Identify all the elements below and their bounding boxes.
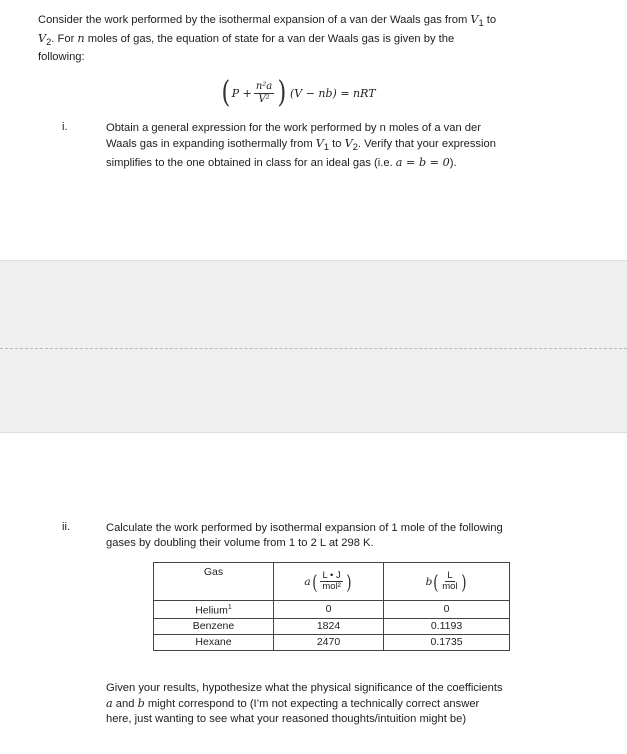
- right-paren: ): [277, 75, 287, 110]
- b-value: 0: [384, 601, 510, 619]
- closing-line: here, just wanting to see what your reasoned thoughts/intuition might be): [106, 713, 467, 725]
- subscript-1: 1: [478, 18, 484, 29]
- a-value: 2470: [274, 634, 384, 650]
- page-break-divider: [0, 348, 627, 349]
- part-i-line: ).: [449, 157, 457, 170]
- answer-area-top-border: [0, 260, 627, 261]
- symbol-v1: V: [470, 13, 479, 26]
- closing-line: and: [112, 698, 138, 710]
- intro-text: to: [483, 14, 497, 26]
- part-i-label: i.: [62, 121, 68, 133]
- part-ii-label: ii.: [62, 521, 71, 533]
- symbol-b: b: [137, 697, 145, 710]
- a-value: 1824: [274, 618, 384, 634]
- table-row: [154, 618, 510, 634]
- closing-line: might correspond to (I’m not expecting a technically correct answer: [144, 698, 480, 710]
- part-i-line: Waals gas in expanding isothermally from: [106, 138, 316, 150]
- intro-text: Consider the work performed by the isothermal expansion of a van der Waals gas from: [38, 14, 471, 26]
- gas-name-text: Helium: [195, 604, 228, 617]
- eq-denominator: V²: [258, 93, 270, 105]
- subscript-1: 1: [323, 142, 330, 153]
- gas-name: Hexane: [154, 634, 274, 650]
- vdw-equation: [220, 76, 376, 110]
- part-i-text: [106, 121, 606, 171]
- eq-fraction: [254, 81, 274, 106]
- part-ii-line: Calculate the work performed by isothermal expansion of 1 mole of the following: [106, 522, 503, 534]
- eq-pressure-term: P +: [231, 86, 252, 100]
- symbol-v1: V: [315, 137, 324, 150]
- part-i-line: simplifies to the one obtained in class for an ideal gas (i.e.: [106, 157, 396, 170]
- closing-line: Given your results, hypothesize what the physical significance of the coefficients: [106, 682, 503, 694]
- header-b: b ( $\frac{L}{\text{mol}}$ ): [384, 563, 510, 601]
- intro-paragraph: [38, 12, 613, 65]
- header-a: a ( $\frac{L • J}{\text{mol²}}$ ): [274, 563, 384, 601]
- answer-area[interactable]: [0, 260, 627, 432]
- a-value: 0: [274, 601, 384, 619]
- closing-paragraph: [106, 681, 606, 727]
- part-i-line: . Verify that your expression: [357, 138, 496, 150]
- symbol-b: b: [425, 575, 433, 588]
- answer-area-bottom-border: [0, 432, 627, 433]
- unit-a-numerator: L • J: [322, 570, 341, 581]
- symbol-a: a: [106, 697, 113, 710]
- left-paren: (: [221, 75, 231, 110]
- symbol-a: a: [304, 575, 311, 588]
- intro-text: following:: [38, 51, 85, 64]
- part-i-line: Obtain a general expression for the work performed by n moles of a van der: [106, 122, 481, 134]
- header-gas: Gas: [154, 563, 274, 601]
- gas-name: Benzene: [154, 618, 274, 634]
- intro-text: . For: [51, 33, 78, 46]
- footnote-mark: 1: [227, 604, 232, 611]
- table-header-row: [154, 563, 510, 601]
- unit-b-numerator: L: [447, 570, 453, 581]
- b-value: 0.1735: [384, 634, 510, 650]
- table-row: [154, 634, 510, 650]
- ideal-gas-condition: a = b = 0: [395, 156, 450, 170]
- symbol-v2: V: [38, 32, 47, 46]
- intro-text: moles of gas, the equation of state for a van der Waals gas is given by the: [84, 33, 455, 46]
- subscript-2: 2: [352, 142, 358, 153]
- table-row: [154, 601, 510, 619]
- symbol-v2: V: [344, 137, 353, 150]
- part-ii-text: [106, 521, 616, 551]
- eq-numerator: n²a: [255, 80, 273, 92]
- vdw-constants-table: [153, 562, 510, 651]
- subscript-2: 2: [46, 37, 52, 48]
- unit-b-denominator: mol: [442, 581, 458, 592]
- part-ii-line: gases by doubling their volume from 1 to 2 L at 298 K.: [106, 537, 374, 549]
- eq-right-side: (V − nb) = nRT: [289, 86, 376, 100]
- b-value: 0.1193: [384, 618, 510, 634]
- part-i-line: to: [329, 138, 345, 150]
- symbol-n: n: [77, 32, 85, 46]
- gas-name: [154, 601, 274, 619]
- unit-a-denominator: mol²: [322, 581, 341, 592]
